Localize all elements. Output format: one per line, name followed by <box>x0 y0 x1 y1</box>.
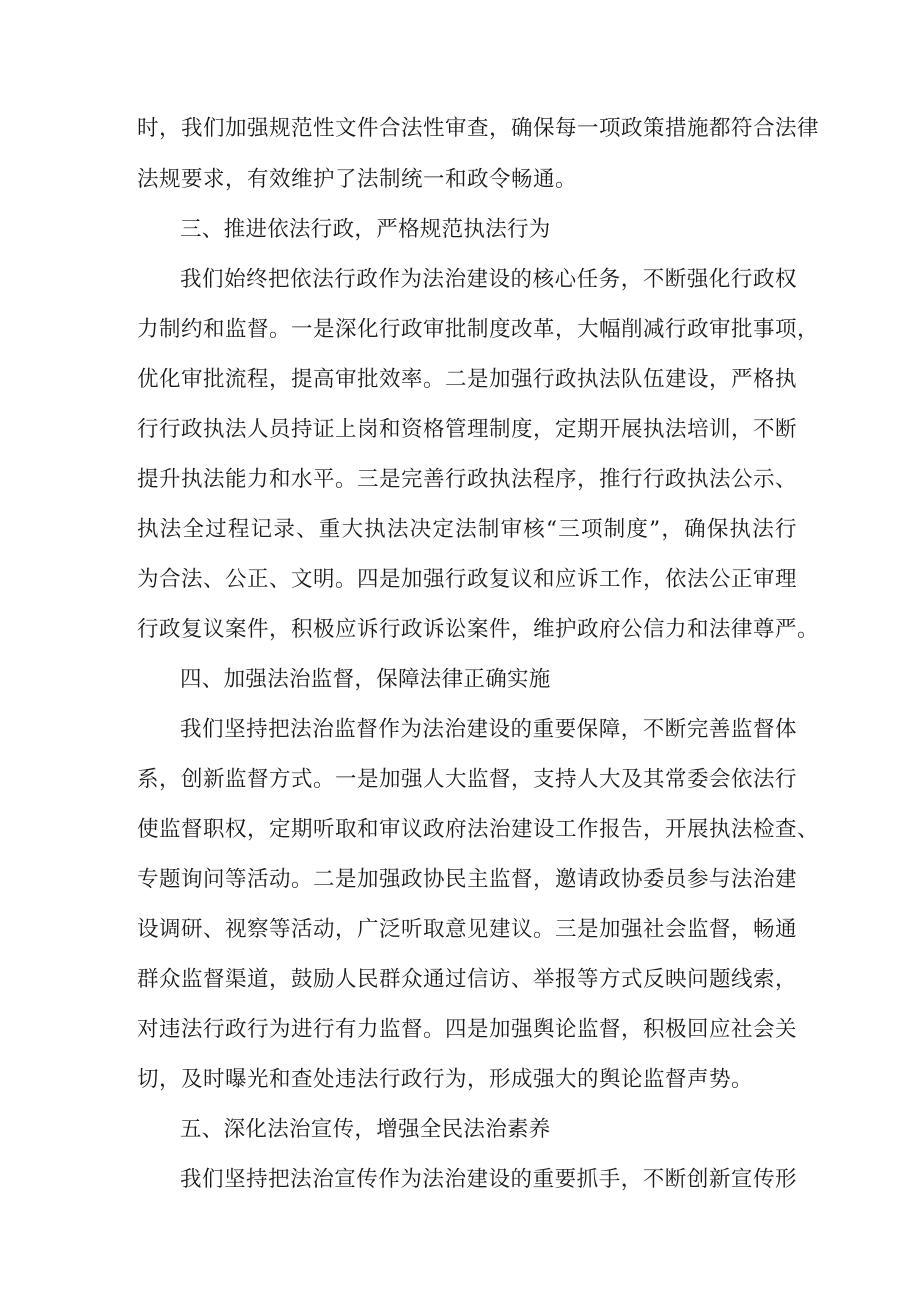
text-line-5: 力制约和监督。一是深化行政审批制度改革，大幅削减行政审批事项， <box>137 317 820 342</box>
text-line-17: 设调研、视察等活动，广泛听取意见建议。三是加强社会监督，畅通 <box>137 917 798 942</box>
text-line-9: 执法全过程记录、重大执法决定法制审核“三项制度”，确保执法行 <box>137 517 797 542</box>
text-line-11: 行政复议案件，积极应诉行政诉讼案件，维护政府公信力和法律尊严。 <box>137 617 820 642</box>
section-heading-4: 四、加强法治监督，保障法律正确实施 <box>180 667 551 692</box>
text-line-7: 行行政执法人员持证上岗和资格管理制度，定期开展执法培训，不断 <box>137 417 798 442</box>
text-line-1: 时，我们加强规范性文件合法性审查，确保每一项政策措施都符合法律 <box>137 116 820 141</box>
section-heading-3: 三、推进依法行政，严格规范执法行为 <box>180 217 551 242</box>
text-line-4: 我们始终把依法行政作为法治建设的核心任务，不断强化行政权 <box>180 267 797 292</box>
text-line-2: 法规要求，有效维护了法制统一和政令畅通。 <box>137 167 578 192</box>
text-line-22: 我们坚持把法治宣传作为法治建设的重要抓手，不断创新宣传形 <box>180 1167 797 1192</box>
text-line-18: 群众监督渠道，鼓励人民群众通过信访、举报等方式反映问题线索， <box>137 967 798 992</box>
text-line-6: 优化审批流程，提高审批效率。二是加强行政执法队伍建设，严格执 <box>137 367 798 392</box>
text-line-15: 使监督职权，定期听取和审议政府法治建设工作报告，开展执法检查、 <box>137 817 820 842</box>
text-line-8: 提升执法能力和水平。三是完善行政执法程序，推行行政执法公示、 <box>137 467 798 492</box>
text-line-13: 我们坚持把法治监督作为法治建设的重要保障，不断完善监督体 <box>180 717 797 742</box>
text-line-14: 系，创新监督方式。一是加强人大监督，支持人大及其常委会依法行 <box>137 767 798 792</box>
section-heading-5: 五、深化法治宣传，增强全民法治素养 <box>180 1117 551 1142</box>
text-line-20: 切，及时曝光和查处违法行政行为，形成强大的舆论监督声势。 <box>137 1067 754 1092</box>
text-line-19: 对违法行政行为进行有力监督。四是加强舆论监督，积极回应社会关 <box>137 1017 798 1042</box>
text-line-10: 为合法、公正、文明。四是加强行政复议和应诉工作，依法公正审理 <box>137 567 798 592</box>
text-line-16: 专题询问等活动。二是加强政协民主监督，邀请政协委员参与法治建 <box>137 867 798 892</box>
